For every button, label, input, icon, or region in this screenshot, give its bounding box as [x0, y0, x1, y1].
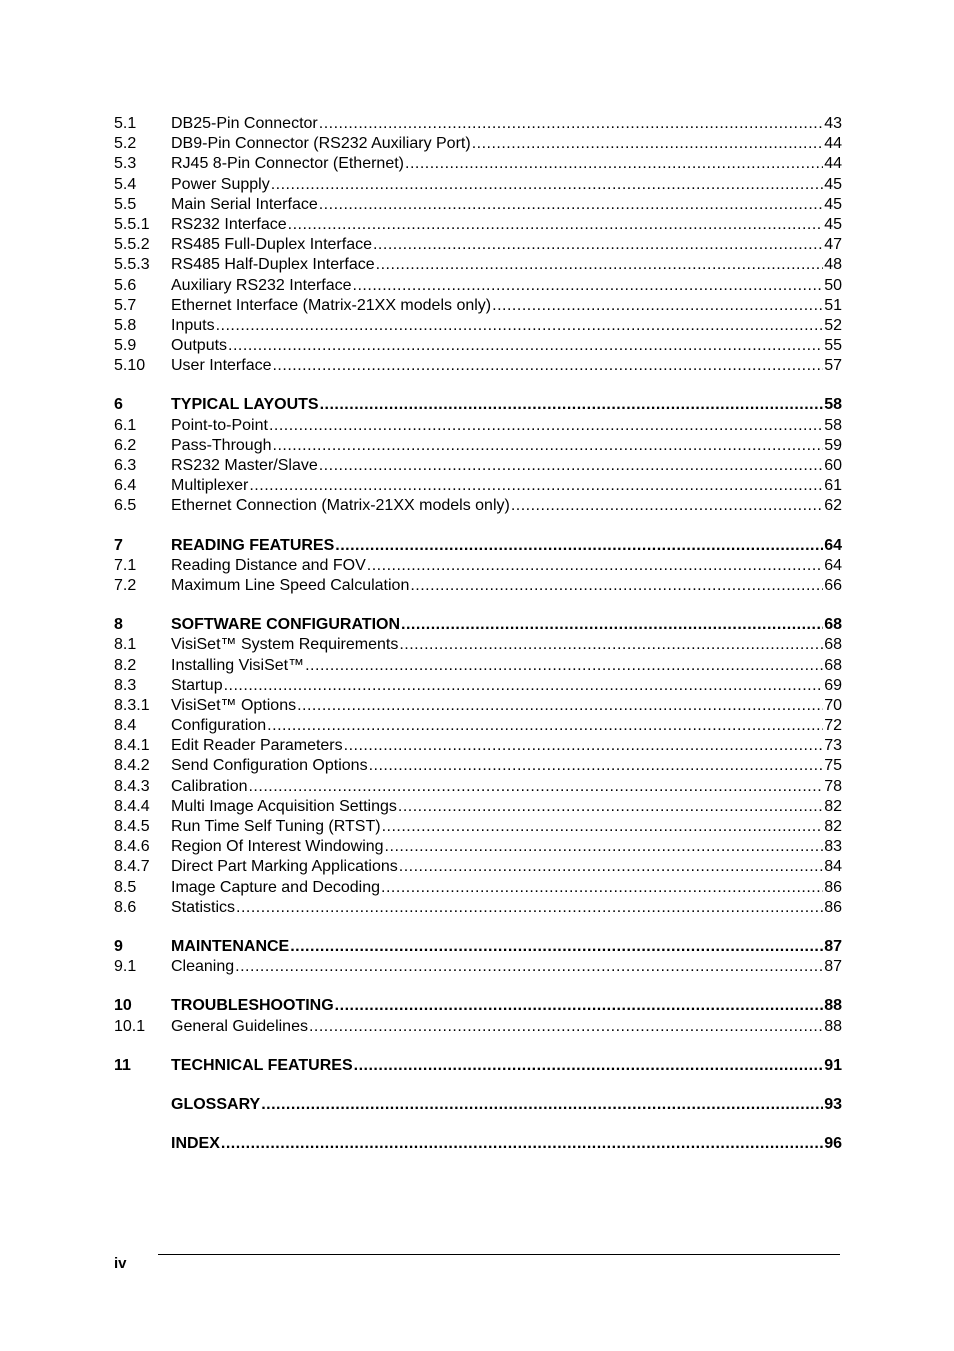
- toc-dot-leader: [269, 416, 823, 436]
- toc-entry-number: 5.3: [114, 155, 137, 173]
- toc-entry-page: 69: [824, 676, 842, 694]
- toc-dot-leader: [367, 556, 823, 576]
- toc-entry-number: 6.2: [114, 436, 137, 454]
- toc-entry-page: 64: [824, 556, 842, 574]
- toc-dot-leader: [261, 1095, 823, 1115]
- toc-entry-number: 6.1: [114, 416, 137, 434]
- toc-entry[interactable]: [114, 416, 842, 436]
- toc-chapter-entry[interactable]: [114, 1056, 842, 1076]
- toc-entry-title: VisiSet™ System Requirements: [171, 636, 399, 654]
- table-of-contents: [114, 114, 842, 1173]
- toc-entry-title: Region Of Interest Windowing: [171, 838, 384, 856]
- toc-entry-number: 5.5.3: [114, 256, 150, 274]
- toc-entry-page: 58: [824, 396, 842, 414]
- toc-entry-number: 5.1: [114, 115, 137, 132]
- toc-dot-leader: [319, 456, 823, 476]
- toc-entry-title: VisiSet™ Options: [171, 696, 297, 714]
- toc-dot-leader: [381, 878, 823, 898]
- toc-dot-leader: [320, 395, 824, 415]
- toc-entry[interactable]: [114, 476, 842, 496]
- toc-entry[interactable]: [114, 837, 842, 857]
- toc-entry-title: TYPICAL LAYOUTS: [171, 396, 319, 414]
- toc-entry-page: 52: [824, 316, 842, 334]
- toc-entry-number: 6.4: [114, 477, 137, 495]
- toc-dot-leader: [511, 496, 823, 516]
- toc-entry-number: 5.10: [114, 357, 146, 375]
- toc-entry-title: DB9-Pin Connector (RS232 Auxiliary Port): [171, 135, 471, 153]
- toc-entry[interactable]: [114, 276, 842, 296]
- toc-entry-number: 5.2: [114, 135, 137, 153]
- toc-entry-title: Startup: [171, 676, 223, 694]
- toc-entry-page: 45: [824, 175, 842, 193]
- toc-entry-page: 68: [824, 656, 842, 674]
- toc-entry-number: 8.4: [114, 717, 137, 735]
- toc-group: [114, 1056, 842, 1076]
- toc-dot-leader: [228, 336, 823, 356]
- toc-chapter-entry[interactable]: [114, 615, 842, 635]
- toc-dot-leader: [353, 276, 824, 296]
- toc-dot-leader: [373, 235, 823, 255]
- toc-entry[interactable]: [114, 134, 842, 154]
- toc-entry-title: MAINTENANCE: [171, 937, 290, 955]
- toc-dot-leader: [273, 436, 824, 456]
- toc-entry[interactable]: [114, 255, 842, 275]
- toc-dot-leader: [309, 1017, 823, 1037]
- toc-dot-leader: [399, 857, 823, 877]
- toc-entry-page: 66: [824, 576, 842, 594]
- toc-dot-leader: [492, 296, 823, 316]
- toc-entry[interactable]: [114, 817, 842, 837]
- toc-entry-page: 75: [824, 757, 842, 775]
- toc-entry[interactable]: [114, 777, 842, 797]
- toc-entry-number: 7.2: [114, 576, 137, 594]
- toc-entry-number: 8: [114, 616, 123, 634]
- toc-dot-leader: [288, 215, 824, 235]
- toc-dot-leader: [398, 797, 823, 817]
- toc-dot-leader: [297, 696, 823, 716]
- toc-dot-leader: [305, 656, 823, 676]
- toc-entry-title: Send Configuration Options: [171, 757, 368, 775]
- toc-entry-page: 62: [824, 497, 842, 515]
- toc-entry[interactable]: [114, 235, 842, 255]
- toc-group: [114, 1134, 842, 1154]
- toc-chapter-entry[interactable]: [114, 937, 842, 957]
- toc-entry[interactable]: [114, 696, 842, 716]
- toc-entry-page: 59: [824, 436, 842, 454]
- toc-entry-number: 5.9: [114, 337, 137, 355]
- toc-entry-title: Multiplexer: [171, 477, 249, 495]
- toc-entry[interactable]: [114, 154, 842, 174]
- footer-page-number: iv: [114, 1255, 127, 1272]
- toc-entry-page: 96: [824, 1135, 842, 1153]
- toc-entry-title: Installing VisiSet™: [171, 656, 305, 674]
- toc-entry-page: 51: [824, 296, 842, 314]
- toc-entry-title: RS232 Master/Slave: [171, 457, 318, 474]
- toc-entry[interactable]: [114, 878, 842, 898]
- toc-entry-title: GLOSSARY: [171, 1095, 261, 1113]
- toc-entry-number: 10.1: [114, 1017, 146, 1035]
- toc-entry[interactable]: [114, 797, 842, 817]
- toc-entry-title: Outputs: [171, 337, 228, 355]
- toc-entry-page: 70: [824, 696, 842, 714]
- toc-entry-number: 5.5: [114, 195, 137, 213]
- toc-group: [114, 615, 842, 918]
- toc-entry-page: 43: [824, 115, 842, 132]
- toc-entry-page: 44: [824, 155, 842, 173]
- toc-entry-number: 11: [114, 1056, 131, 1074]
- toc-entry-title: User Interface: [171, 357, 272, 375]
- toc-dot-leader: [319, 195, 823, 215]
- toc-entry[interactable]: [114, 857, 842, 877]
- toc-entry-title: Edit Reader Parameters: [171, 737, 343, 755]
- toc-dot-leader: [344, 736, 824, 756]
- toc-dot-leader: [271, 175, 823, 195]
- toc-entry-number: 8.3.1: [114, 696, 150, 714]
- toc-entry-page: 93: [824, 1095, 842, 1113]
- toc-dot-leader: [216, 316, 824, 336]
- toc-entry-title: TROUBLESHOOTING: [171, 997, 334, 1015]
- toc-dot-leader: [382, 817, 824, 837]
- toc-entry[interactable]: [114, 436, 842, 456]
- toc-entry-number: 8.5: [114, 878, 137, 896]
- toc-entry-number: 8.3: [114, 676, 137, 694]
- toc-entry-number: 8.6: [114, 898, 137, 916]
- toc-chapter-entry[interactable]: [114, 996, 842, 1016]
- toc-entry-title: DB25-Pin Connector: [171, 115, 318, 132]
- toc-entry-title: Power Supply: [171, 175, 270, 193]
- toc-dot-leader: [248, 777, 823, 797]
- toc-entry[interactable]: [114, 496, 842, 516]
- toc-dot-leader: [369, 756, 824, 776]
- toc-dot-leader: [335, 996, 824, 1016]
- toc-entry[interactable]: [114, 676, 842, 696]
- toc-entry[interactable]: [114, 114, 842, 134]
- toc-chapter-entry[interactable]: [114, 1134, 842, 1154]
- toc-entry-number: 7: [114, 536, 123, 554]
- toc-entry-title: Maximum Line Speed Calculation: [171, 576, 410, 594]
- toc-entry-number: 5.6: [114, 276, 137, 294]
- toc-entry-page: 86: [824, 898, 842, 916]
- toc-entry-page: 64: [824, 536, 842, 554]
- toc-entry-number: 5.7: [114, 296, 137, 314]
- toc-entry-page: 61: [824, 477, 842, 495]
- toc-entry-title: Run Time Self Tuning (RTST): [171, 818, 381, 835]
- toc-entry[interactable]: [114, 898, 842, 918]
- toc-entry-page: 50: [824, 276, 842, 294]
- toc-entry[interactable]: [114, 635, 842, 655]
- toc-entry-title: Ethernet Connection (Matrix-21XX models only): [171, 497, 510, 515]
- toc-entry[interactable]: [114, 576, 842, 596]
- toc-entry-title: Inputs: [171, 316, 215, 334]
- toc-group: [114, 536, 842, 597]
- toc-entry-page: 57: [824, 357, 842, 375]
- toc-entry-title: SOFTWARE CONFIGURATION: [171, 616, 401, 634]
- toc-entry-title: Pass-Through: [171, 436, 272, 454]
- toc-group: [114, 937, 842, 977]
- toc-entry-title: RJ45 8-Pin Connector (Ethernet): [171, 155, 404, 173]
- toc-entry[interactable]: [114, 456, 842, 476]
- toc-dot-leader: [385, 837, 824, 857]
- toc-dot-leader: [376, 255, 824, 275]
- toc-entry-page: 60: [824, 457, 842, 474]
- toc-entry[interactable]: [114, 736, 842, 756]
- toc-entry-page: 78: [824, 777, 842, 795]
- toc-entry-page: 82: [824, 818, 842, 835]
- toc-entry-number: 10: [114, 997, 132, 1015]
- toc-chapter-entry[interactable]: [114, 1095, 842, 1115]
- toc-entry-title: Auxiliary RS232 Interface: [171, 276, 352, 294]
- toc-entry-number: 8.4.3: [114, 777, 150, 795]
- toc-entry-title: Main Serial Interface: [171, 195, 318, 213]
- toc-entry-page: 55: [824, 337, 842, 355]
- toc-entry-title: Cleaning: [171, 958, 235, 976]
- toc-dot-leader: [399, 635, 823, 655]
- toc-entry-number: 5.4: [114, 175, 137, 193]
- toc-entry[interactable]: [114, 336, 842, 356]
- toc-entry-page: 73: [824, 737, 842, 755]
- toc-dot-leader: [267, 716, 823, 736]
- toc-entry-title: RS485 Half-Duplex Interface: [171, 256, 375, 274]
- toc-entry-number: 5.5.2: [114, 236, 150, 254]
- toc-entry[interactable]: [114, 296, 842, 316]
- toc-entry[interactable]: [114, 716, 842, 736]
- toc-entry[interactable]: [114, 957, 842, 977]
- toc-entry-title: Calibration: [171, 777, 248, 795]
- toc-dot-leader: [249, 476, 823, 496]
- toc-group: [114, 996, 842, 1036]
- toc-entry-number: 6: [114, 396, 123, 414]
- toc-entry-page: 87: [824, 958, 842, 976]
- toc-entry-page: 83: [824, 838, 842, 856]
- toc-entry-number: 5.8: [114, 316, 137, 334]
- toc-dot-leader: [224, 676, 824, 696]
- toc-entry-number: 9: [114, 937, 123, 955]
- toc-entry[interactable]: [114, 556, 842, 576]
- toc-entry[interactable]: [114, 175, 842, 195]
- toc-entry-title: Image Capture and Decoding: [171, 878, 381, 896]
- toc-dot-leader: [290, 937, 823, 957]
- toc-entry-page: 45: [824, 195, 842, 213]
- toc-entry-title: General Guidelines: [171, 1017, 308, 1035]
- toc-dot-leader: [319, 114, 823, 134]
- toc-entry[interactable]: [114, 1017, 842, 1037]
- toc-entry-number: 9.1: [114, 958, 137, 976]
- toc-entry[interactable]: [114, 316, 842, 336]
- toc-entry-title: RS485 Full-Duplex Interface: [171, 236, 372, 254]
- toc-entry-title: INDEX: [171, 1135, 220, 1153]
- toc-entry-page: 91: [824, 1056, 842, 1074]
- toc-entry-title: Multi Image Acquisition Settings: [171, 797, 397, 815]
- toc-dot-leader: [401, 615, 823, 635]
- toc-entry-title: Statistics: [171, 898, 236, 916]
- toc-entry-page: 84: [824, 858, 842, 876]
- toc-entry-number: 7.1: [114, 556, 137, 574]
- toc-entry-page: 47: [824, 236, 842, 254]
- toc-entry[interactable]: [114, 756, 842, 776]
- toc-entry-page: 58: [824, 416, 842, 434]
- toc-entry-number: 8.4.6: [114, 838, 150, 856]
- toc-group: [114, 1095, 842, 1115]
- toc-entry-title: Configuration: [171, 717, 267, 735]
- toc-entry-title: Reading Distance and FOV: [171, 556, 366, 574]
- toc-entry-number: 8.1: [114, 636, 137, 654]
- toc-group: [114, 114, 842, 376]
- toc-group: [114, 395, 842, 516]
- toc-entry-page: 88: [824, 1017, 842, 1035]
- toc-entry-number: 8.4.5: [114, 818, 150, 835]
- toc-entry-title: TECHNICAL FEATURES: [171, 1056, 353, 1074]
- toc-dot-leader: [335, 536, 823, 556]
- toc-chapter-entry[interactable]: [114, 395, 842, 415]
- toc-dot-leader: [410, 576, 823, 596]
- toc-entry-page: 82: [824, 797, 842, 815]
- toc-entry[interactable]: [114, 215, 842, 235]
- toc-entry-number: 8.4.1: [114, 737, 150, 755]
- toc-dot-leader: [354, 1056, 824, 1076]
- toc-entry-number: 8.4.7: [114, 858, 150, 876]
- toc-entry-number: 8.4.4: [114, 797, 150, 815]
- toc-entry-title: Point-to-Point: [171, 416, 268, 434]
- toc-dot-leader: [272, 356, 823, 376]
- toc-entry-page: 88: [824, 997, 842, 1015]
- toc-entry-number: 8.4.2: [114, 757, 150, 775]
- toc-dot-leader: [235, 957, 823, 977]
- toc-dot-leader: [405, 154, 823, 174]
- toc-entry-page: 68: [824, 636, 842, 654]
- toc-entry-title: Direct Part Marking Applications: [171, 858, 398, 876]
- toc-entry-number: 6.3: [114, 457, 137, 474]
- toc-entry-title: READING FEATURES: [171, 536, 335, 554]
- toc-dot-leader: [221, 1134, 823, 1154]
- toc-entry[interactable]: [114, 656, 842, 676]
- toc-entry-number: 6.5: [114, 497, 137, 515]
- toc-entry-number: 5.5.1: [114, 215, 150, 233]
- toc-entry-page: 44: [824, 135, 842, 153]
- toc-entry-page: 48: [824, 256, 842, 274]
- toc-dot-leader: [472, 134, 824, 154]
- toc-entry-page: 45: [824, 215, 842, 233]
- toc-entry-page: 72: [824, 717, 842, 735]
- toc-entry[interactable]: [114, 356, 842, 376]
- toc-entry[interactable]: [114, 195, 842, 215]
- toc-entry-number: 8.2: [114, 656, 137, 674]
- toc-entry-page: 87: [824, 937, 842, 955]
- toc-entry-page: 86: [824, 878, 842, 896]
- toc-entry-page: 68: [824, 616, 842, 634]
- toc-dot-leader: [236, 898, 823, 918]
- toc-entry-title: RS232 Interface: [171, 215, 287, 233]
- toc-entry-title: Ethernet Interface (Matrix-21XX models only): [171, 296, 492, 314]
- toc-chapter-entry[interactable]: [114, 536, 842, 556]
- footer-divider: [158, 1254, 840, 1255]
